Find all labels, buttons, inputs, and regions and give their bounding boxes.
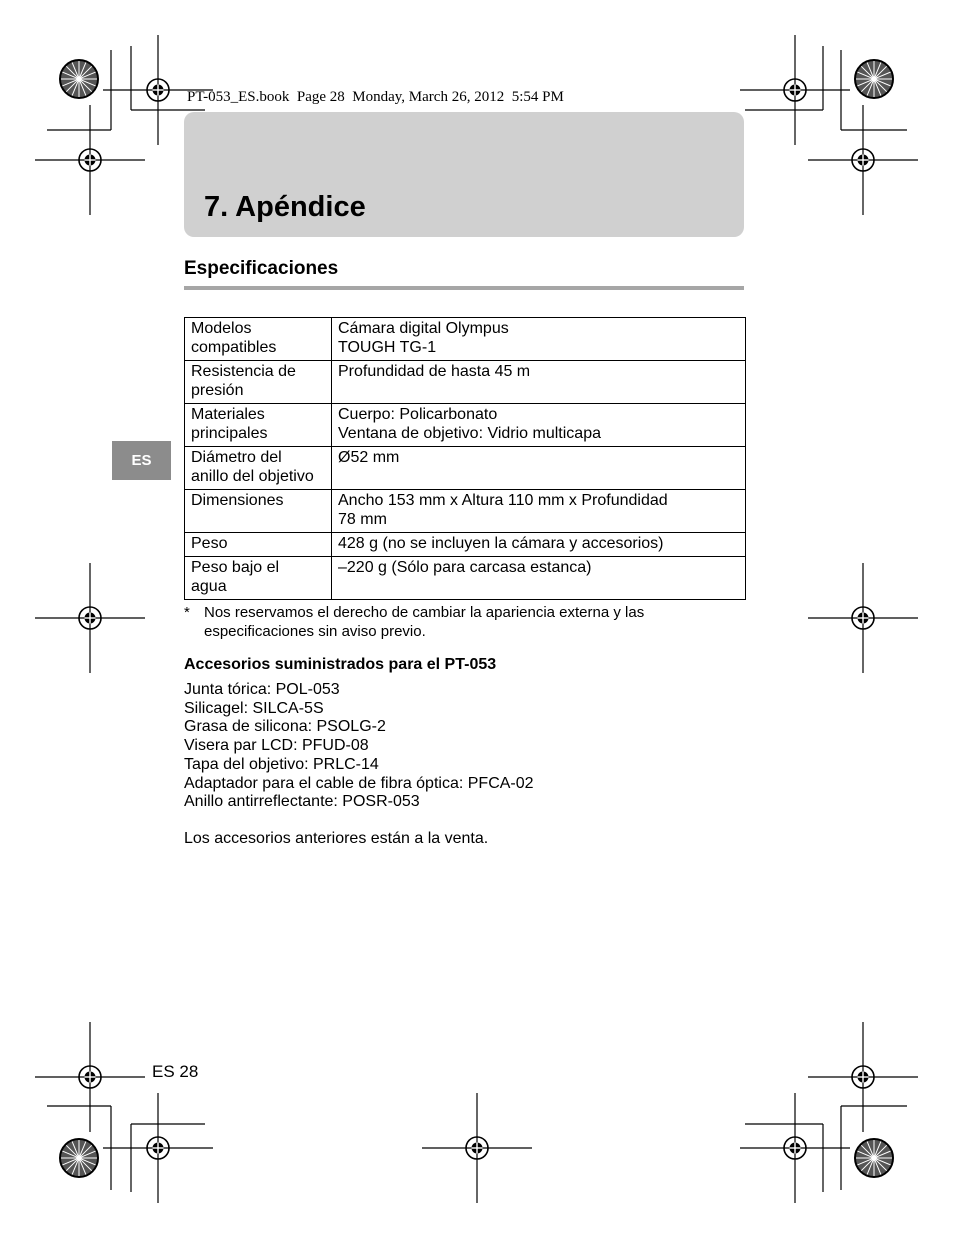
spec-row xyxy=(185,557,746,600)
spec-label xyxy=(185,447,332,490)
spec-label xyxy=(185,404,332,447)
section-title: Especificaciones xyxy=(184,258,339,279)
spec-value-line: 428 g (no se incluyen la cámara y accesorios) xyxy=(338,535,664,552)
accessory-item: Junta tórica: POL-053 xyxy=(184,681,340,698)
chapter-title: 7. Apéndice xyxy=(204,191,366,223)
spec-row xyxy=(185,533,746,557)
spec-value-line: –220 g (Sólo para carcasa estanca) xyxy=(338,559,592,576)
accessory-item: Tapa del objetivo: PRLC-14 xyxy=(184,755,379,773)
spec-value xyxy=(332,318,746,361)
spec-value xyxy=(332,404,746,447)
spec-row xyxy=(185,490,746,533)
page-number: ES 28 xyxy=(152,1062,199,1081)
spec-label-line: agua xyxy=(191,578,227,595)
spec-value xyxy=(332,533,746,557)
spec-value-line: Ancho 153 mm x Altura 110 mm x Profundidad xyxy=(338,492,668,509)
accessory-item: Silicagel: SILCA-5S xyxy=(184,699,324,717)
accessories-title: Accesorios suministrados para el PT-053 xyxy=(184,656,497,673)
accessory-item: Anillo antirreflectante: POSR-053 xyxy=(184,793,420,811)
spec-value xyxy=(332,447,746,490)
spec-row xyxy=(185,361,746,404)
accessories-note: Los accesorios anteriores están a la venta. xyxy=(184,830,489,847)
spec-label-line: Dimensiones xyxy=(191,492,284,509)
footnote-marker: * xyxy=(184,604,190,621)
spec-label-line: presión xyxy=(191,382,244,399)
accessories-list xyxy=(184,681,534,812)
footnote-line: especificaciones sin aviso previo. xyxy=(204,623,426,640)
spec-label xyxy=(185,557,332,600)
print-header: PT-053_ES.book Page 28 Monday, March 26, 2012 5:54 PM xyxy=(187,89,564,105)
spec-label-line: Diámetro del xyxy=(191,449,282,466)
spec-label-line: Resistencia de xyxy=(191,363,296,380)
spec-value-line: TOUGH TG-1 xyxy=(338,339,437,356)
spec-value-line: Cuerpo: Policarbonato xyxy=(338,406,498,423)
spec-row xyxy=(185,447,746,490)
chapter-header xyxy=(184,112,744,237)
spec-label-line: anillo del objetivo xyxy=(191,468,314,485)
spec-label-line: compatibles xyxy=(191,339,277,356)
accessory-item: Visera par LCD: PFUD-08 xyxy=(184,737,369,755)
footnote xyxy=(184,603,744,641)
spec-row xyxy=(185,318,746,361)
spec-label-line: Modelos xyxy=(191,320,252,337)
spec-value-line: Cámara digital Olympus xyxy=(338,320,509,337)
spec-label xyxy=(185,318,332,361)
spec-label xyxy=(185,533,332,557)
spec-row xyxy=(185,404,746,447)
footnote-line: Nos reservamos el derecho de cambiar la apariencia externa y las xyxy=(204,604,645,621)
accessory-item: Grasa de silicona: PSOLG-2 xyxy=(184,718,386,736)
accessory-item: Adaptador para el cable de fibra óptica: PFCA-02 xyxy=(184,774,534,792)
spec-label-line: principales xyxy=(191,425,268,442)
specifications-table xyxy=(184,317,746,600)
spec-label xyxy=(185,361,332,404)
spec-label xyxy=(185,490,332,533)
spec-value-line: Profundidad de hasta 45 m xyxy=(338,363,531,380)
spec-value xyxy=(332,361,746,404)
spec-value-line: Ø52 mm xyxy=(338,449,400,466)
language-tab: ES xyxy=(112,441,171,480)
spec-label-line: Peso bajo el xyxy=(191,559,280,576)
spec-value xyxy=(332,490,746,533)
spec-label-line: Materiales xyxy=(191,406,265,423)
spec-value xyxy=(332,557,746,600)
spec-label-line: Peso xyxy=(191,535,228,552)
specifications-table-body xyxy=(185,318,746,600)
spec-value-line: 78 mm xyxy=(338,511,387,528)
spec-value-line: Ventana de objetivo: Vidrio multicapa xyxy=(338,425,601,442)
section-divider xyxy=(184,286,744,290)
